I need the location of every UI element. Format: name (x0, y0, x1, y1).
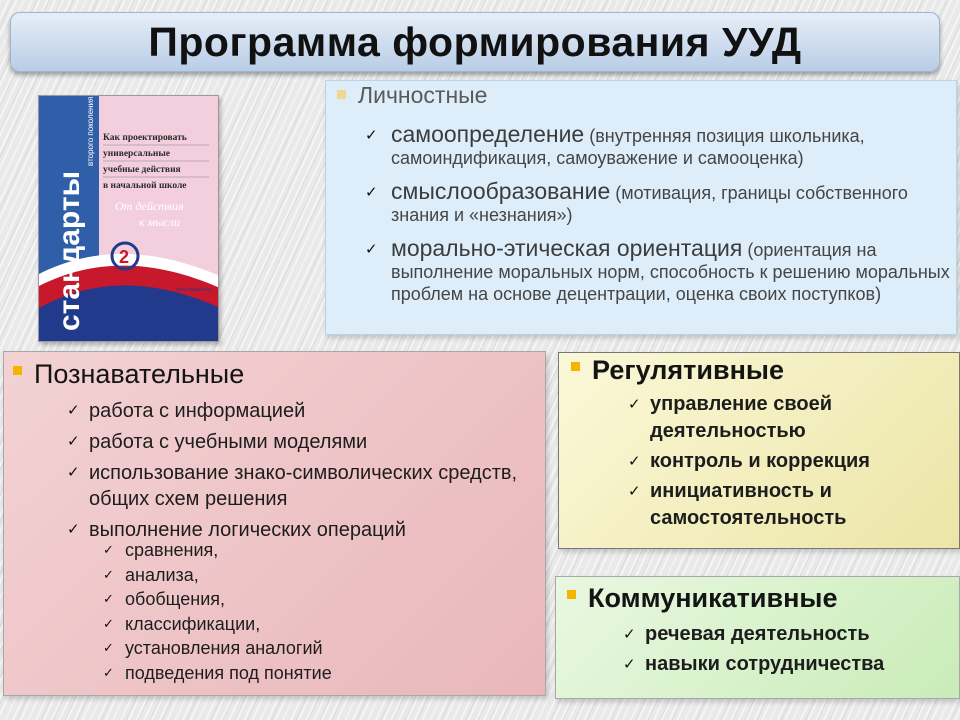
cognitive-item: работа с информацией (89, 400, 306, 422)
list-item (628, 478, 948, 532)
check-icon: ✓ (103, 591, 114, 606)
cognitive-item: выполнение логических операций (89, 519, 406, 541)
regulatory-heading-row (571, 353, 784, 387)
personal-box (325, 80, 957, 335)
personal-item-detail: (внутренняя позиция школьника, самоиндификация, самоуважение и самооценка) (391, 126, 865, 168)
personal-list (365, 121, 951, 316)
cognitive-box (3, 351, 546, 696)
book-subtitle-line-2: к мысли (139, 215, 180, 229)
cognitive-item: использование знако-символических средств, общих схем решения (89, 462, 518, 510)
personal-item-detail: (мотивация, границы собственного знания и «незнания») (391, 183, 908, 225)
cognitive-subitem: установления аналогий (125, 638, 323, 658)
book-publisher: ПРОСВЕЩЕНИЕ (176, 287, 212, 292)
cognitive-subitem: подведения под понятие (125, 662, 332, 683)
cognitive-list (67, 398, 537, 548)
check-icon: ✓ (628, 453, 641, 470)
check-icon: ✓ (67, 433, 80, 450)
book-cover-image (38, 95, 219, 342)
book-series-sub: второго поколения (86, 96, 95, 166)
personal-heading: Личностные (358, 82, 488, 108)
square-bullet-icon (337, 90, 346, 99)
list-item (103, 636, 523, 661)
regulatory-item: инициативность и самостоятельность (650, 480, 847, 529)
communicative-heading-row (567, 581, 837, 615)
communicative-list (623, 621, 953, 681)
list-item (103, 612, 523, 637)
check-icon: ✓ (628, 396, 641, 413)
check-icon: ✓ (67, 521, 80, 538)
communicative-item: речевая деятельность (645, 623, 870, 645)
list-item (365, 235, 951, 305)
list-item (628, 448, 948, 475)
cognitive-subitem: сравнения, (125, 540, 219, 560)
list-item (67, 429, 537, 455)
check-icon: ✓ (365, 241, 378, 258)
list-item (623, 651, 953, 678)
cognitive-subitem: обобщения, (125, 589, 226, 609)
list-item (103, 538, 523, 563)
cognitive-heading-row (13, 357, 244, 391)
cognitive-item: работа с учебными моделями (89, 431, 368, 453)
communicative-box (555, 576, 960, 699)
list-item (365, 121, 951, 169)
regulatory-item: управление своей деятельностью (650, 393, 832, 442)
check-icon: ✓ (365, 127, 378, 144)
cognitive-heading: Познавательные (34, 359, 245, 389)
square-bullet-icon (13, 366, 22, 375)
check-icon: ✓ (67, 402, 80, 419)
square-bullet-icon (571, 362, 580, 371)
check-icon: ✓ (103, 640, 114, 655)
list-item (628, 391, 948, 445)
check-icon: ✓ (623, 626, 636, 643)
list-item (623, 621, 953, 648)
title-bar (10, 12, 940, 72)
regulatory-heading: Регулятивные (592, 355, 784, 385)
book-title-line-2: универсальные (103, 149, 170, 159)
book-cover-art (39, 96, 219, 342)
list-item (103, 587, 523, 612)
list-item (67, 460, 537, 512)
book-series: стандарты (53, 170, 86, 331)
book-title-line-1: Как проектировать (103, 133, 187, 143)
list-item (103, 563, 523, 588)
cognitive-subitem: классификации, (125, 613, 261, 634)
cognitive-subitem: анализа, (125, 564, 199, 585)
communicative-heading: Коммуникативные (588, 583, 838, 613)
check-icon: ✓ (103, 566, 114, 582)
personal-item-main: самоопределение (391, 121, 585, 147)
cognitive-sublist (103, 538, 523, 685)
check-icon: ✓ (67, 464, 80, 481)
check-icon: ✓ (628, 483, 641, 500)
personal-heading-row (337, 81, 487, 109)
book-subtitle-line-1: От действия (115, 199, 184, 213)
page-title: Программа формирования УУД (148, 18, 802, 65)
list-item (103, 661, 523, 686)
check-icon: ✓ (103, 664, 114, 680)
check-icon: ✓ (103, 542, 114, 557)
regulatory-box (558, 352, 960, 549)
list-item (67, 398, 537, 424)
book-title-line-4: в начальной школе (103, 181, 187, 191)
svg-text:2: 2 (119, 247, 130, 267)
check-icon: ✓ (103, 615, 114, 631)
list-item (365, 178, 951, 226)
check-icon: ✓ (623, 656, 636, 673)
square-bullet-icon (567, 590, 576, 599)
personal-item-detail: (ориентация на выполнение моральных норм, способность к решению моральных проблем на основе децентрации, оценка своих поступков) (391, 240, 950, 304)
personal-item-main: смыслообразование (391, 178, 611, 204)
regulatory-list (628, 391, 948, 535)
check-icon: ✓ (365, 184, 378, 201)
regulatory-item: контроль и коррекция (650, 450, 870, 472)
book-title-line-3: учебные действия (103, 165, 181, 175)
personal-item-main: морально-этическая ориентация (391, 235, 743, 261)
communicative-item: навыки сотрудничества (645, 653, 885, 675)
